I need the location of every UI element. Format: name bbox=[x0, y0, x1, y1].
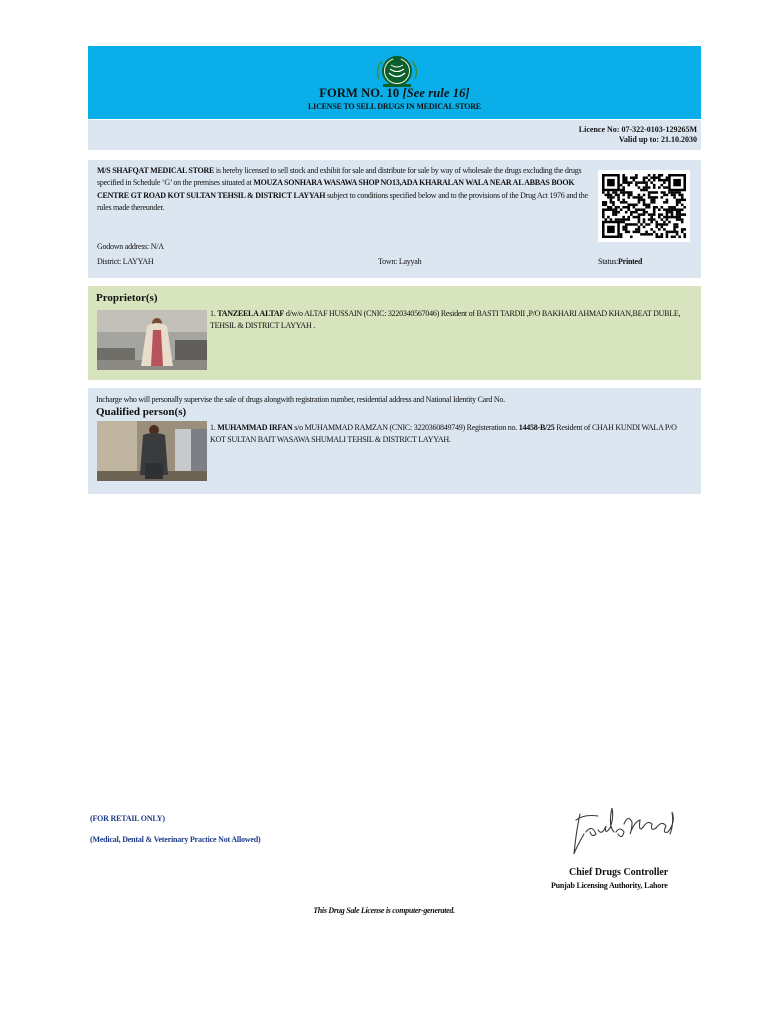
status: Status:Printed bbox=[598, 257, 643, 266]
form-subtitle: LICENSE TO SELL DRUGS IN MEDICAL STORE bbox=[308, 102, 481, 111]
proprietor-details: 1. TANZEELA ALTAF d/w/o ALTAF HUSSAIN (CNIC: 3220340567046) Resident of BASTI TARDII ,P/O BAKHARI AHMAD KHAN,BEAT DUBLE, TEHSIL & DISTRICT LAYYAH . bbox=[210, 309, 681, 331]
qualified-person-details: 1. MUHAMMAD IRFAN s/o MUHAMMAD RAMZAN (CNIC: 3220360849749) Registeration no. 14458-B/25 Resident of CHAH KUNDI WALA P/O KOT SULTAN BAIT WASAWA SHUMALI TEHSIL & DISTRICT LAYYAH. bbox=[210, 423, 677, 445]
controller-signature bbox=[564, 802, 684, 864]
registration-number: 14458-B/25 bbox=[518, 423, 555, 432]
practice-note: (Medical, Dental & Veterinary Practice Not Allowed) bbox=[90, 835, 261, 844]
qualified-person-section bbox=[88, 388, 701, 494]
proprietor-title: Proprietor(s) bbox=[96, 292, 158, 304]
computer-generated-note: This Drug Sale License is computer-generated. bbox=[313, 906, 455, 915]
proprietor-section bbox=[88, 286, 701, 380]
license-statement: M/S SHAFQAT MEDICAL STORE is hereby licensed to sell stock and exhibit for sale and distribute for sale by way of wholesale the drugs excluding the drugs specified in Schedule ‘G’ on the premises situated at MOUZA SONHARA WASAWA SHOP NO13,ADA KHARALAN WALA NEAR AL ABBAS BOOK CENTRE GT ROAD KOT SULTAN TEHSIL & DISTRICT LAYYAH subject to conditions specified below and to the provisions of the Drug Act 1976 and the rules made thereunder. bbox=[97, 166, 588, 212]
licensing-authority: Punjab Licensing Authority, Lahore bbox=[551, 881, 668, 890]
retail-only-note: (FOR RETAIL ONLY) bbox=[90, 814, 165, 823]
valid-up-to: Valid up to: 21.10.2030 bbox=[618, 135, 697, 144]
store-name: M/S SHAFQAT MEDICAL STORE bbox=[97, 166, 215, 175]
district: District: LAYYAH bbox=[97, 257, 154, 266]
chief-drugs-controller: Chief Drugs Controller bbox=[569, 867, 669, 878]
town: Town: Layyah bbox=[378, 257, 422, 266]
licence-number: Licence No: 07-322-0103-129265M bbox=[578, 125, 697, 134]
form-header bbox=[88, 46, 701, 119]
licence-info bbox=[88, 120, 701, 150]
proprietor-photo bbox=[97, 310, 207, 370]
punjab-emblem-icon bbox=[369, 49, 425, 89]
proprietor-name: TANZEELA ALTAF bbox=[217, 309, 285, 318]
qualified-person-name: MUHAMMAD IRFAN bbox=[217, 423, 293, 432]
license-main-section bbox=[88, 160, 701, 278]
godown-address: Godown address: N/A bbox=[97, 242, 164, 251]
qualified-person-photo bbox=[97, 421, 207, 481]
premises-address: MOUZA SONHARA WASAWA SHOP NO13,ADA KHARALAN WALA NEAR AL ABBAS BOOK CENTRE GT ROAD KOT SULTAN TEHSIL & DISTRICT LAYYAH bbox=[97, 178, 575, 200]
incharge-note: Incharge who will personally supervise the sale of drugs alongwith registration number, residential address and National Identity Card No. bbox=[96, 395, 505, 404]
qr-code-icon bbox=[598, 170, 690, 242]
license-document bbox=[88, 46, 701, 494]
form-title: FORM NO. 10 [See rule 16] bbox=[319, 86, 470, 100]
qualified-title: Qualified person(s) bbox=[96, 406, 187, 418]
